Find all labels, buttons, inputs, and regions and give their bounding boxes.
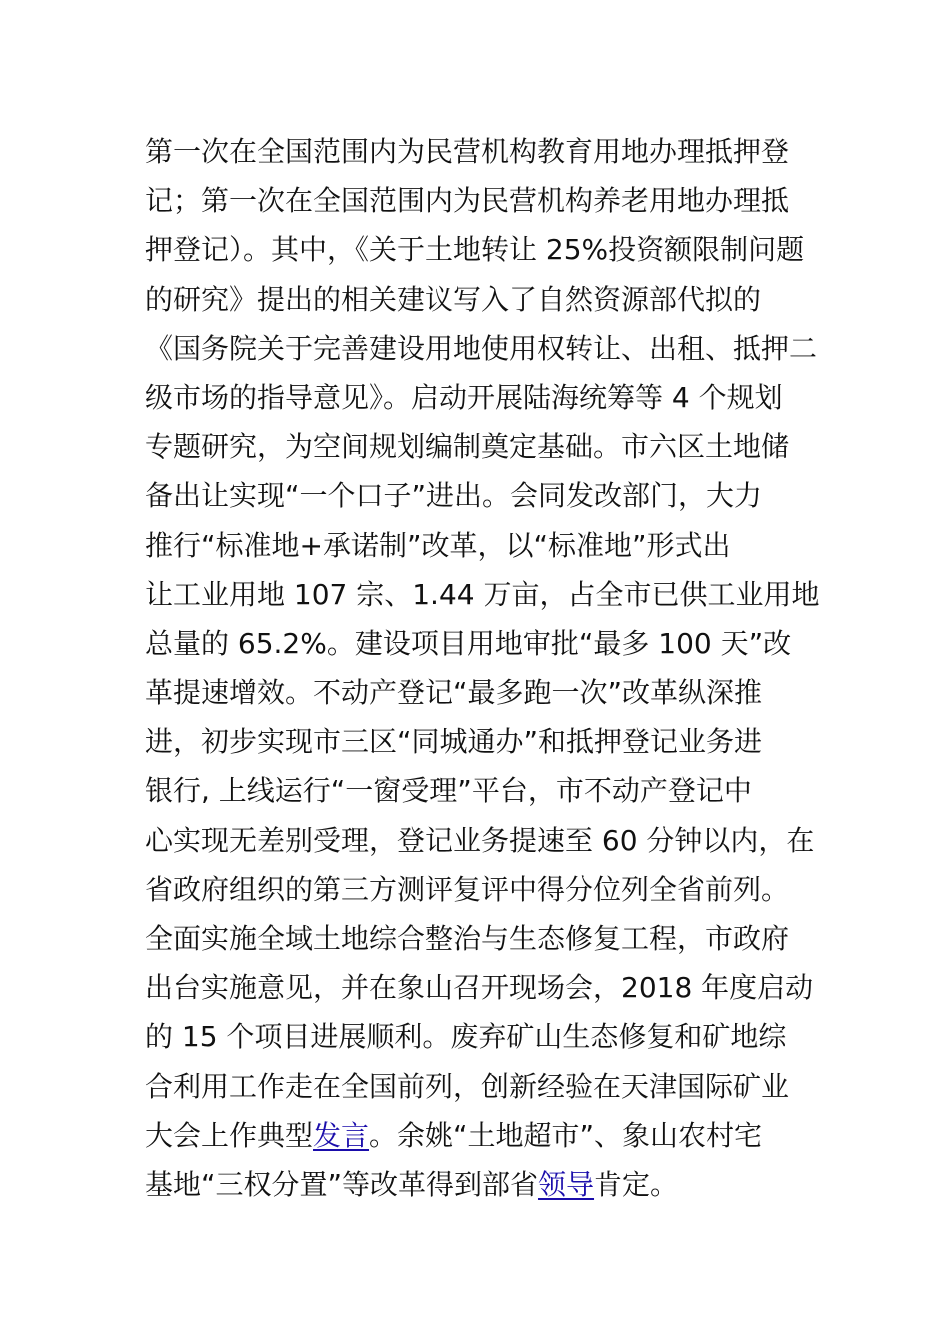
text-line: 推行“标准地+承诺制”改革，以“标准地”形式出 — [145, 528, 731, 562]
text-line: 心实现无差别受理，登记业务提速至 60 分钟以内，在 — [145, 823, 815, 857]
text-line: 的研究》提出的相关建议写入了自然资源部代拟的 — [145, 282, 762, 316]
text-line: 省政府组织的第三方测评复评中得分位列全省前列。 — [145, 872, 790, 906]
text-segment: 。余姚“土地超市”、象山农村宅 — [369, 1118, 763, 1152]
text-line: 出台实施意见，并在象山召开现场会，2018 年度启动 — [145, 971, 814, 1005]
text-line: 的 15 个项目进展顺利。废弃矿山生态修复和矿地综 — [145, 1020, 787, 1054]
text-line: 革提速增效。不动产登记“最多跑一次”改革纵深推 — [145, 676, 763, 710]
text-line: 记；第一次在全国范围内为民营机构养老用地办理抵 — [145, 184, 790, 218]
body-paragraph — [145, 127, 820, 1209]
text-line: 《国务院关于完善建设用地使用权转让、出租、抵押二 — [145, 331, 818, 365]
text-segment: 基地“三权分置”等改革得到部省 — [145, 1167, 539, 1201]
text-line: 押登记）。其中，《关于土地转让 25%投资额限制问题 — [145, 233, 805, 267]
text-line: 第一次在全国范围内为民营机构教育用地办理抵押登 — [145, 135, 790, 168]
text-line: 银行, 上线运行“一窗受理”平台，市不动产登记中 — [145, 774, 752, 808]
text-line: 让工业用地 107 宗、1.44 万亩，占全市已供工业用地 — [145, 577, 820, 611]
text-segment: 大会上作典型 — [145, 1118, 314, 1152]
text-segment: 肯定。 — [594, 1167, 679, 1201]
text-line: 全面实施全域土地综合整治与生态修复工程，市政府 — [145, 922, 790, 955]
text-line: 合利用工作走在全国前列，创新经验在天津国际矿业 — [145, 1069, 790, 1103]
text-line: 总量的 65.2%。建设项目用地审批“最多 100 天”改 — [145, 626, 792, 660]
link-speech[interactable]: 发言 — [313, 1118, 370, 1152]
text-line-with-link — [145, 1111, 810, 1160]
link-leadership[interactable]: 领导 — [538, 1167, 595, 1201]
text-line-with-link — [145, 1160, 810, 1209]
text-line: 专题研究，为空间规划编制奠定基础。市六区土地储 — [145, 430, 790, 464]
text-line: 进，初步实现市三区“同城通办”和抵押登记业务进 — [145, 725, 763, 759]
text-line: 备出让实现“一个口子”进出。会同发改部门，大力 — [145, 479, 763, 513]
text-line: 级市场的指导意见》。启动开展陆海统筹等 4 个规划 — [145, 380, 783, 414]
